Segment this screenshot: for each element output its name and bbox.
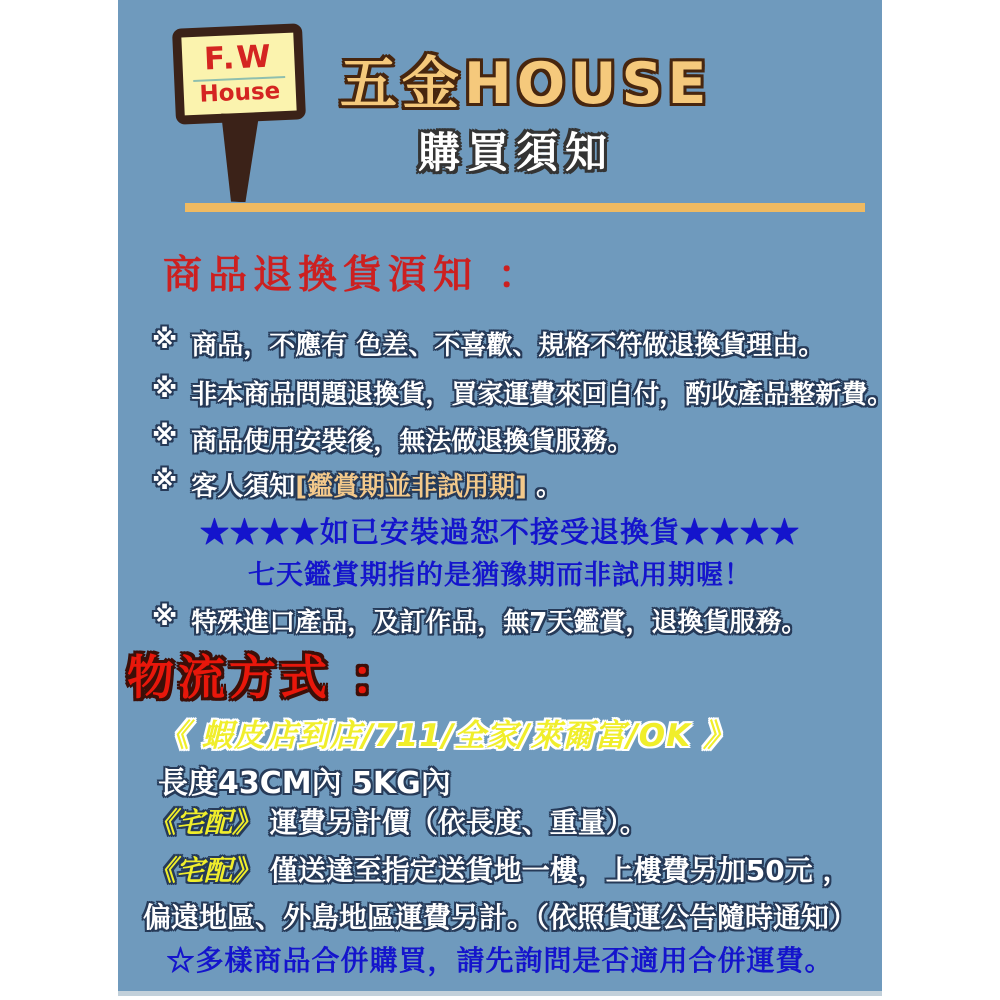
returns-heading: 商品退換貨湏知 ： <box>163 253 543 298</box>
home-delivery-tag: 《宅配》 <box>148 854 261 887</box>
notice-highlight: [鑑賞期並非試用期] <box>295 472 528 502</box>
notice-prefix: 客人須知 <box>191 472 296 502</box>
logo-placard <box>172 23 306 125</box>
home-delivery-line-1 <box>148 801 648 841</box>
logistics-heading: 物流方式 ： <box>127 651 403 706</box>
reference-mark-icon: ※ <box>152 325 178 355</box>
returns-bullet-3 <box>152 421 633 458</box>
home-delivery-line-2-continued: 偏遠地區、外島地區運費另計。（依照貨運公告隨時通知） <box>142 901 857 934</box>
home-delivery-line-2 <box>148 849 850 889</box>
bottom-edge-strip <box>118 991 882 996</box>
notice-suffix: 。 <box>527 472 563 502</box>
returns-bullet-3-text: 商品使用安裝後，無法做退換貨服務。 <box>191 427 634 457</box>
brand-sign-logo <box>170 18 320 198</box>
returns-bullet-5 <box>152 602 807 639</box>
notice-panel <box>118 0 894 996</box>
home-delivery-2-text: 僅送達至指定送貨地一樓，上樓費另加50元 ， <box>260 854 851 887</box>
returns-bullet-4-text <box>191 466 562 503</box>
returns-bullet-5-text: 特殊進口產品，及訂作品，無7天鑑賞，退換貨服務。 <box>191 608 808 638</box>
no-return-after-install-banner: ★★★★如已安裝過恕不接受退換貨★★★★ <box>199 515 800 549</box>
returns-bullet-2-text: 非本商品問題退換貨，買家運費來回自付，酌收產品整新費。 <box>191 380 894 410</box>
returns-bullet-1-text: 商品，不應有 色差、不喜歡、規格不符做退換貨理由。 <box>191 331 825 361</box>
reference-mark-icon: ※ <box>152 421 178 451</box>
returns-bullet-2 <box>152 374 893 411</box>
reference-mark-icon: ※ <box>152 466 178 496</box>
reference-mark-icon: ※ <box>152 374 178 404</box>
home-delivery-1-text: 運費另計價（依長度、重量）。 <box>260 806 648 839</box>
section-divider <box>185 203 865 212</box>
logo-text-top: F.W <box>203 38 274 78</box>
size-limit-line: 長度43CM內 5KG內 <box>158 766 451 801</box>
page-subtitle: 購買須知 <box>418 128 615 177</box>
returns-bullet-4 <box>152 466 562 503</box>
logo-text-bottom: House <box>198 78 281 108</box>
logo-sign-handle <box>219 114 259 203</box>
reference-mark-icon: ※ <box>152 602 178 632</box>
returns-bullet-1 <box>152 325 824 362</box>
store-pickup-line: 《 蝦皮店到店/711/全家/萊爾富/OK 》 <box>158 718 735 754</box>
page-title: 五金HOUSE <box>340 51 712 117</box>
seven-day-period-note: 七天鑑賞期指的是猶豫期而非試用期喔！ <box>248 560 752 591</box>
home-delivery-tag: 《宅配》 <box>148 806 261 839</box>
combine-shipping-note: ☆多樣商品合併購買，請先詢問是否適用合併運費。 <box>166 944 834 977</box>
